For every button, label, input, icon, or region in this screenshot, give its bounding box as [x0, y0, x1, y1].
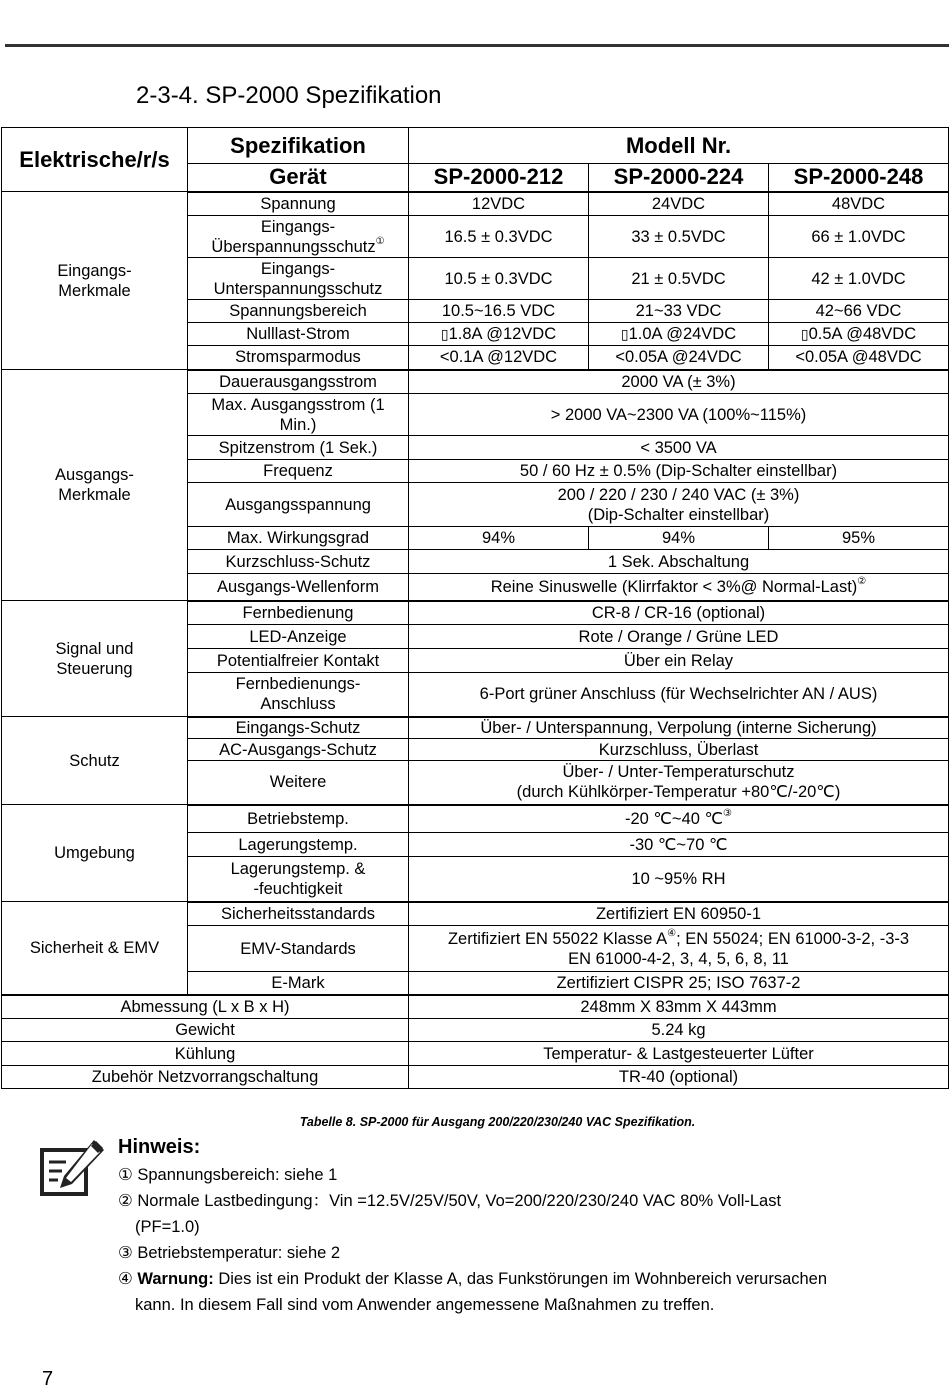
cell-value: 48VDC	[769, 192, 949, 216]
note-item: kann. In diesem Fall sind vom Anwender angemessene Maßnahmen zu treffen.	[135, 1296, 715, 1314]
cell-value: 94%	[589, 527, 769, 550]
row-label: Ausgangsspannung	[188, 483, 409, 527]
model-name: SP-2000-224	[589, 164, 769, 192]
row-label: Zubehör Netzvorrangschaltung	[2, 1066, 409, 1089]
cell-value: <0.1A @12VDC	[409, 346, 589, 370]
model-header: Modell Nr.	[409, 128, 949, 164]
footnote-mark: ③	[723, 807, 733, 819]
cell-value: Zertifiziert EN 60950-1	[409, 902, 949, 926]
row-label: Spannungsbereich	[188, 300, 409, 323]
page-number: 7	[42, 1368, 54, 1390]
cell-value: 33 ± 0.5VDC	[589, 216, 769, 258]
row-label: Max. Ausgangsstrom (1 Min.)	[188, 394, 409, 436]
footnote-mark: ④	[667, 927, 677, 939]
missing-glyph-box: ▯	[440, 326, 449, 342]
cell-value: 5.24 kg	[409, 1019, 949, 1042]
device-header: Gerät	[188, 164, 409, 192]
row-label: Max. Wirkungsgrad	[188, 527, 409, 550]
missing-glyph-box: ▯	[620, 326, 629, 342]
row-label: Gewicht	[2, 1019, 409, 1042]
footnote-mark: ①	[375, 235, 385, 247]
cell-value: -20 ℃~40 ℃③	[409, 805, 949, 833]
model-name: SP-2000-212	[409, 164, 589, 192]
note-item: (PF=1.0)	[135, 1218, 200, 1236]
cell-value: 66 ± 1.0VDC	[769, 216, 949, 258]
row-label: Eingangs-Schutz	[188, 717, 409, 739]
group-input: Eingangs- Merkmale	[2, 192, 188, 370]
cell-value: CR-8 / CR-16 (optional)	[409, 601, 949, 625]
cell-value: TR-40 (optional)	[409, 1066, 949, 1089]
section-title: 2-3-4. SP-2000 Spezifikation	[136, 82, 442, 109]
cell-value: > 2000 VA~2300 VA (100%~115%)	[409, 394, 949, 436]
note-item: ③ Betriebstemperatur: siehe 2	[118, 1244, 341, 1262]
cell-value: 42 ± 1.0VDC	[769, 258, 949, 300]
cell-value: <0.05A @48VDC	[769, 346, 949, 370]
row-label: E-Mark	[188, 972, 409, 995]
spec-table	[1, 127, 949, 1089]
note-item: ② Normale Lastbedingung：Vin =12.5V/25V/50V, Vo=200/220/230/240 VAC 80% Voll-Last	[118, 1192, 782, 1210]
footnote-mark: ②	[857, 575, 867, 587]
cell-value: Rote / Orange / Grüne LED	[409, 625, 949, 649]
row-label: Abmessung (L x B x H)	[2, 995, 409, 1019]
cell-value: ▯0.5A @48VDC	[769, 323, 949, 346]
row-label: Frequenz	[188, 460, 409, 483]
cell-value: 6-Port grüner Anschluss (für Wechselrichter AN / AUS)	[409, 673, 949, 717]
table-caption: Tabelle 8. SP-2000 für Ausgang 200/220/230/240 VAC Spezifikation.	[299, 1115, 696, 1129]
cell-value: 95%	[769, 527, 949, 550]
missing-glyph-box: ▯	[800, 326, 809, 342]
cell-value: Über- / Unterspannung, Verpolung (interne Sicherung)	[409, 717, 949, 739]
cell-value: 94%	[409, 527, 589, 550]
cell-value: 21 ± 0.5VDC	[589, 258, 769, 300]
model-name: SP-2000-248	[769, 164, 949, 192]
group-signal: Signal und Steuerung	[2, 601, 188, 717]
row-label: Eingangs- Überspannungsschutz①	[188, 216, 409, 258]
cell-value: Über ein Relay	[409, 649, 949, 673]
row-label: AC-Ausgangs-Schutz	[188, 739, 409, 761]
row-label: Lagerungstemp.	[188, 833, 409, 857]
row-label: Kühlung	[2, 1042, 409, 1066]
group-col-header: Elektrische/r/s	[2, 128, 188, 192]
row-label: Kurzschluss-Schutz	[188, 550, 409, 574]
cell-value: 12VDC	[409, 192, 589, 216]
cell-value: 10.5~16.5 VDC	[409, 300, 589, 323]
warning-label: Warnung:	[137, 1270, 214, 1288]
cell-value: < 3500 VA	[409, 436, 949, 460]
cell-value: Temperatur- & Lastgesteuerter Lüfter	[409, 1042, 949, 1066]
note-heading: Hinweis:	[118, 1136, 201, 1158]
cell-value: Zertifiziert EN 55022 Klasse A④; EN 55024; EN 61000-3-2, -3-3 EN 61000-4-2, 3, 4, 5, 6, 8, 11	[409, 926, 949, 972]
row-label: Spannung	[188, 192, 409, 216]
cell-value: 16.5 ± 0.3VDC	[409, 216, 589, 258]
row-label: Betriebstemp.	[188, 805, 409, 833]
cell-value: Kurzschluss, Überlast	[409, 739, 949, 761]
cell-value: 10.5 ± 0.3VDC	[409, 258, 589, 300]
note-item: ④ Warnung: Dies ist ein Produkt der Klasse A, das Funkstörungen im Wohnbereich verursachen	[118, 1270, 828, 1288]
group-safety: Sicherheit & EMV	[2, 902, 188, 995]
cell-value: 1 Sek. Abschaltung	[409, 550, 949, 574]
cell-value: 2000 VA (± 3%)	[409, 370, 949, 394]
row-label: Eingangs- Unterspannungsschutz	[188, 258, 409, 300]
row-label: Potentialfreier Kontakt	[188, 649, 409, 673]
row-label: Fernbedienung	[188, 601, 409, 625]
row-label: Weitere	[188, 761, 409, 805]
group-protection: Schutz	[2, 717, 188, 805]
group-environment: Umgebung	[2, 805, 188, 902]
cell-value: Über- / Unter-Temperaturschutz (durch Kühlkörper-Temperatur +80℃/-20℃)	[409, 761, 949, 805]
cell-value: 42~66 VDC	[769, 300, 949, 323]
cell-value: -30 ℃~70 ℃	[409, 833, 949, 857]
cell-value: 24VDC	[589, 192, 769, 216]
top-rule	[5, 44, 949, 47]
row-label: Dauerausgangsstrom	[188, 370, 409, 394]
row-label: Sicherheitsstandards	[188, 902, 409, 926]
row-label: EMV-Standards	[188, 926, 409, 972]
row-label: LED-Anzeige	[188, 625, 409, 649]
row-label: Stromsparmodus	[188, 346, 409, 370]
spec-header: Spezifikation	[188, 128, 409, 164]
row-label: Spitzenstrom (1 Sek.)	[188, 436, 409, 460]
cell-value: ▯1.8A @12VDC	[409, 323, 589, 346]
cell-value: Reine Sinuswelle (Klirrfaktor < 3%@ Normal-Last)②	[409, 574, 949, 601]
note-pencil-icon	[38, 1138, 108, 1198]
notes-list	[118, 1162, 918, 1318]
note-item: ① Spannungsbereich: siehe 1	[118, 1166, 338, 1184]
cell-value: <0.05A @24VDC	[589, 346, 769, 370]
group-output: Ausgangs- Merkmale	[2, 370, 188, 601]
cell-value: 10 ~95% RH	[409, 857, 949, 902]
cell-value: 50 / 60 Hz ± 0.5% (Dip-Schalter einstellbar)	[409, 460, 949, 483]
row-label: Fernbedienungs- Anschluss	[188, 673, 409, 717]
cell-value: 248mm X 83mm X 443mm	[409, 995, 949, 1019]
cell-value: 200 / 220 / 230 / 240 VAC (± 3%) (Dip-Schalter einstellbar)	[409, 483, 949, 527]
cell-value: 21~33 VDC	[589, 300, 769, 323]
row-label: Nulllast-Strom	[188, 323, 409, 346]
row-label: Ausgangs-Wellenform	[188, 574, 409, 601]
cell-value: Zertifiziert CISPR 25; ISO 7637-2	[409, 972, 949, 995]
row-label: Lagerungstemp. & -feuchtigkeit	[188, 857, 409, 902]
cell-value: ▯1.0A @24VDC	[589, 323, 769, 346]
